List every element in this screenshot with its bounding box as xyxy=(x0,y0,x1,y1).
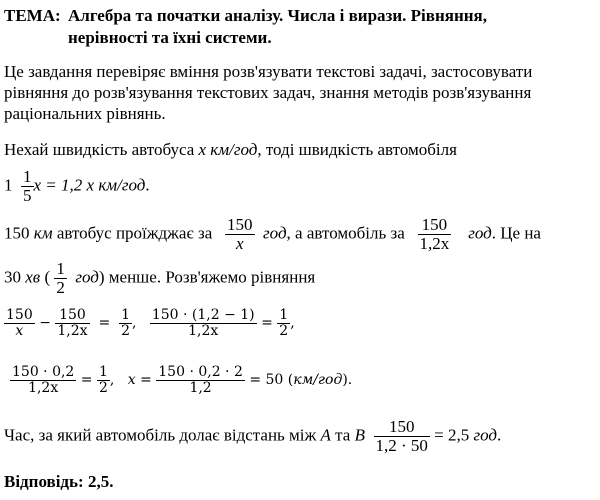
speed-expression: 1 $\frac{1}{5}$ x = 1,2 x км/год. xyxy=(4,167,150,205)
answer: Відповідь: 2,5. xyxy=(4,472,114,491)
intro-line-3: раціональних рівнянь. xyxy=(4,104,166,123)
intro-line-1: Це завдання перевіряє вміння розв'язувати текстові задачі, застосовувати xyxy=(4,62,533,81)
topic-line-1: Алгебра та початки аналізу. Числа і вирази. Рівняння, xyxy=(68,6,487,25)
difference-line: 30 хв ( $\frac{1}{2}$ год) менше. Розв'яжемо рівняння xyxy=(4,259,316,297)
intro-line-2: рівняння до розв'язування текстових задач, знання методів розв'язування xyxy=(4,83,532,102)
solution-line-1: Нехай швидкість автобуса x км/год, тоді швидкість автомобіля xyxy=(4,140,457,159)
fraction-one-fifth: $\frac{1}{5}$ xyxy=(23,167,32,205)
final-time-line: Час, за який автомобіль долає відстань між A та B $\frac{150}{1,2 \cdot 50}$ = 2,5 год. xyxy=(4,417,502,455)
topic-line-2: нерівності та їхні системи. xyxy=(68,28,272,47)
equation-2: $\frac{150 \cdot 0,2}{1,2x}$ = $\frac{1}{2}$ , x = $\frac{150 \cdot 0,2 \cdot 2}{1,2}$ = 50 (км/год). xyxy=(12,364,353,396)
equation-1: $\frac{150}{x}$ − $\frac{150}{1,2x}$ = $\frac{1}{2}$ , $\frac{150 \cdot (1,2 - 1)}{1,2x}$ = $\frac{1}{2}$ , xyxy=(6,307,295,339)
topic-label: ТЕМА: xyxy=(4,6,61,25)
fraction-final-time: $\frac{150}{1,2 \cdot 50}$ xyxy=(375,417,428,455)
fraction-half-hour: $\frac{1}{2}$ xyxy=(56,259,65,297)
fraction-car-time: $\frac{150}{1,2x}$ xyxy=(419,215,450,253)
fraction-bus-time: $\frac{150}{x}$ xyxy=(227,215,253,253)
time-expression-line: 150 км автобус проїжджає за $\frac{150}{x}$ год, а автомобіль за $\frac{150}{1,2x}$ год. Це на xyxy=(4,215,541,253)
